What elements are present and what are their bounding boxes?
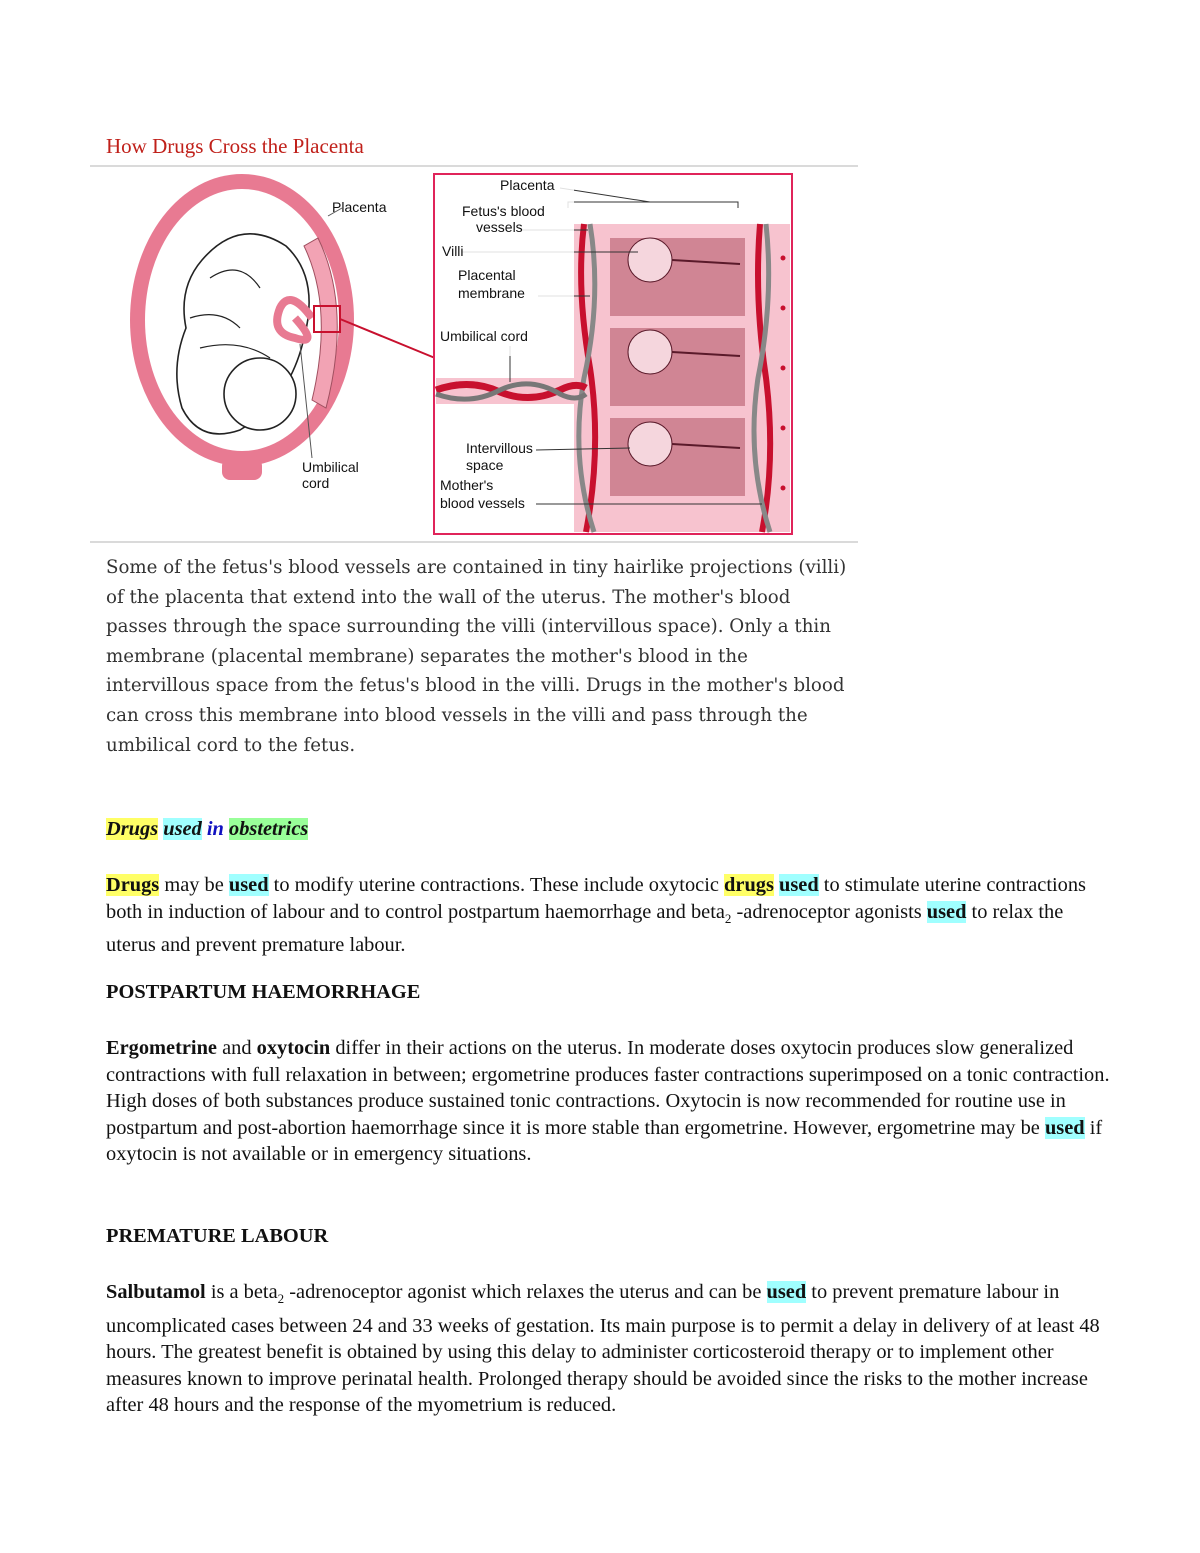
pph-paragraph [106,1035,1116,1168]
bold-term: oxytocin [256,1037,331,1059]
fetus-vessels-label-1: Fetus's blood [462,203,545,219]
text-run: may be [159,874,229,896]
premature-heading: PREMATURE LABOUR [106,1225,329,1247]
text-run: to stimulate uterine contractions both in induction of labour and to control postpartum haemorrhage and beta [106,874,1086,923]
intro-paragraph [106,872,1116,959]
fetus-vessels-label-2: vessels [476,219,523,235]
subscript: 2 [277,1291,285,1307]
placental-membrane-label-1: Placental [458,267,516,283]
intervillous-label-1: Intervillous [466,440,533,456]
right-placenta-label: Placenta [500,177,555,193]
bold-term: Ergometrine [106,1037,217,1059]
highlight-drugs: drugs [724,874,774,896]
text-run: is a beta [205,1281,278,1303]
text-run: to relax the uterus and prevent premature labour. [106,900,1064,957]
top-divider [90,165,858,167]
figure-caption: Some of the fetus's blood vessels are contained in tiny hairlike projections (villi) of the placenta that extend into the wall of the uterus. The mother's blood passes through the space surrounding the villi (intervillous space). Only a thin membrane (placental membrane) separates the mother's blood in the intervillous space from the fetus's blood in the villi. Drugs in the mother's blood can cross this membrane into blood vessels in the villi and pass through the umbilical cord to the fetus. [106,557,847,756]
heading-word-in: in [206,818,224,840]
left-umbilical-label: Umbilical [302,459,359,475]
text-run: differ in their actions on the uterus. In moderate doses oxytocin produces slow generalized contractions with full relaxation in between; ergometrine produces faster contractions superimposed on a tonic contraction. High doses of both substances produce sustained tonic contractions. Oxytocin is now recommended for routine use in postpartum and post-abortion haemorrhage since it is more stable than ergometrine. However, ergometrine may be [106,1037,1110,1139]
heading-word-obstetrics: obstetrics [229,818,309,840]
text-run: -adrenoceptor agonists [731,900,927,923]
heading-word-used: used [163,818,202,840]
highlight-used: used [1044,1116,1085,1139]
mother-vessels-label-2: blood vessels [440,495,525,511]
left-placenta-label: Placenta [332,199,387,215]
umbilical-cord-label: Umbilical cord [440,328,528,344]
placental-membrane-label-2: membrane [458,285,525,301]
highlight-used: used [766,1281,807,1303]
text-run: to modify uterine contractions. These include oxytocic [268,874,725,896]
text-run: if oxytocin is not available or in emergency situations. [106,1116,1103,1166]
text-run: and [216,1037,257,1059]
placenta-figure [90,168,858,540]
subscript: 2 [724,910,732,926]
highlight-drugs: Drugs [106,874,160,896]
bold-term: Salbutamol [106,1281,206,1303]
bottom-divider [90,541,858,543]
text-run: -adrenoceptor agonist which relaxes the uterus and can be [284,1281,767,1303]
text-run: to prevent premature labour in uncomplicated cases between 24 and 33 weeks of gestation. Its main purpose is to permit a delay in delivery of at least 48 hours. The greatest benefit is obtained by using this delay to administer corticosteroid therapy or to implement other measures known to improve perinatal health. Prolonged therapy should be avoided since the risks to the mother increase after 48 hours and the response of the myometrium is reduced. [106,1281,1100,1417]
intervillous-label-2: space [466,457,504,473]
page-title: How Drugs Cross the Placenta [106,134,364,158]
highlight-used: used [926,900,967,923]
left-cord-label: cord [302,475,330,491]
highlight-used: used [779,874,819,896]
villi-label: Villi [442,243,464,259]
heading-word-drugs: Drugs [106,818,159,840]
magnified-view [434,174,792,534]
uterus-illustration [130,174,435,491]
mother-vessels-label-1: Mother's [440,477,494,493]
premature-paragraph [106,1279,1116,1419]
section-heading [106,816,1116,843]
highlight-used: used [228,874,269,896]
pph-heading: POSTPARTUM HAEMORRHAGE [106,981,421,1003]
